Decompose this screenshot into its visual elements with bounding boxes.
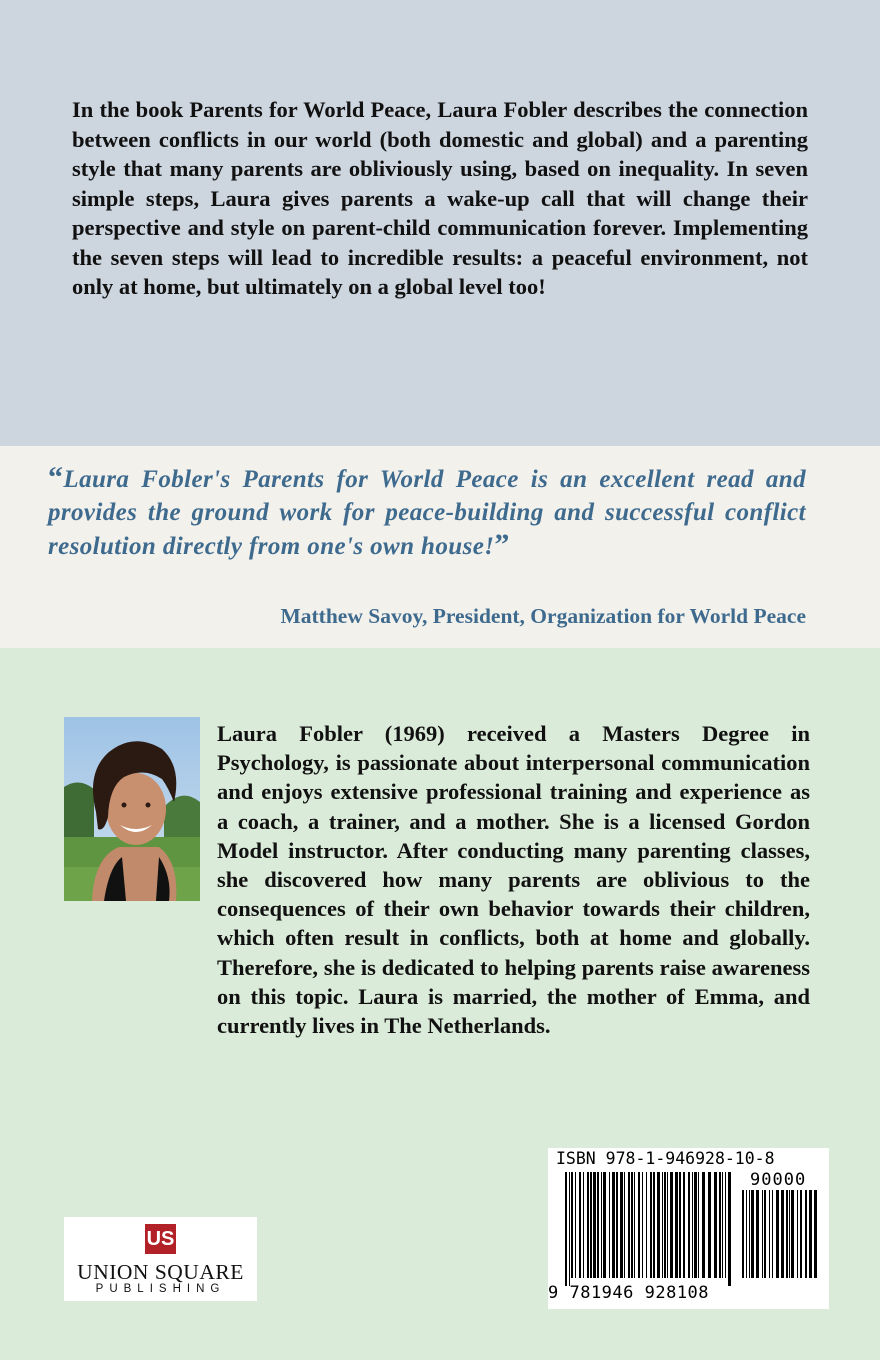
barcode-bar xyxy=(569,1172,570,1286)
barcode-bar xyxy=(624,1172,625,1278)
publisher-mark-icon: US xyxy=(145,1224,176,1254)
barcode-bar xyxy=(698,1172,699,1278)
barcode-bar xyxy=(749,1190,750,1278)
barcode-bar xyxy=(702,1172,705,1278)
barcode-bar xyxy=(642,1172,643,1278)
isbn-digits: 9 781946 928108 xyxy=(548,1283,710,1303)
barcode-icon xyxy=(565,1172,737,1286)
publisher-sub: PUBLISHING xyxy=(95,1283,226,1295)
barcode-bar xyxy=(667,1172,668,1278)
barcode-bar xyxy=(800,1190,802,1278)
barcode-bar xyxy=(675,1172,678,1278)
barcode-bar xyxy=(814,1190,817,1278)
barcode-bar xyxy=(805,1190,807,1278)
price-code: 90000 xyxy=(750,1170,807,1190)
barcode-bar xyxy=(664,1172,666,1278)
endorsement-quote xyxy=(48,462,806,564)
barcode-bar xyxy=(692,1172,693,1278)
barcode-bar xyxy=(634,1172,635,1278)
endorsement-text: Laura Fobler's Parents for World Peace is an excellent read and provides the ground work for peace-building and successful conflict resolution directly from one's own house! xyxy=(48,466,806,560)
barcode-bar xyxy=(597,1172,599,1278)
barcode-bar xyxy=(590,1172,592,1278)
barcode-bar xyxy=(789,1190,790,1278)
barcode-bar xyxy=(772,1190,773,1278)
barcode-bar xyxy=(797,1190,798,1278)
barcode-bar xyxy=(583,1172,584,1278)
barcode-bar xyxy=(756,1190,759,1278)
barcode-bar xyxy=(565,1172,567,1286)
open-quote-mark: “ xyxy=(48,461,64,494)
barcode-bar xyxy=(575,1172,576,1278)
barcode-bar xyxy=(751,1190,754,1278)
endorsement-attribution: Matthew Savoy, President, Organization for World Peace xyxy=(280,604,806,628)
author-photo xyxy=(64,717,200,901)
barcode-bar xyxy=(764,1190,766,1278)
barcode-bar xyxy=(620,1172,623,1278)
barcode-bar xyxy=(579,1172,581,1278)
barcode-bar xyxy=(786,1190,788,1278)
book-description: In the book Parents for World Peace, Laura Fobler describes the connection between conflicts in our world (both domestic and global) and a parenting style that many parents are obliviously using, based on inequality. In seven simple steps, Laura gives parents a wake-up call that will change their perspective and style on parent-child communication forever. Implementing the seven steps will lead to incredible results: a peaceful environment, not only at home, but ultimately on a global level too! xyxy=(72,97,808,299)
barcode-bar xyxy=(728,1172,731,1286)
barcode-bar xyxy=(670,1172,673,1278)
barcode-bar xyxy=(609,1172,610,1278)
barcode-bar xyxy=(791,1190,794,1278)
barcode-bar xyxy=(809,1190,812,1278)
barcode-bar xyxy=(612,1172,615,1278)
barcode-bar xyxy=(762,1190,763,1278)
barcode-bar xyxy=(653,1172,655,1278)
barcode-bar xyxy=(683,1172,685,1278)
barcode-bar xyxy=(616,1172,618,1278)
isbn-label: ISBN 978-1-946928-10-8 xyxy=(556,1149,775,1168)
barcode-bar xyxy=(708,1172,711,1278)
barcode-bar xyxy=(638,1172,640,1278)
author-bio: Laura Fobler (1969) received a Masters Degree in Psychology, is passionate about interpersonal communication and enjoys extensive professional training and experience as a coach, a trainer, and a mother. She is a licensed Gordon Model instructor. After conducting many parenting classes, she discovered how many parents are oblivious to the consequences of their own behavior towards their children, which often result in conflicts, both at home and globally. Therefore, she is dedicated to helping parents raise awareness on this topic. Laura is married, the mother of Emma, and currently lives in The Netherlands. xyxy=(217,721,810,1039)
barcode-bar xyxy=(601,1172,602,1278)
barcode-bar xyxy=(587,1172,589,1278)
barcode-bar xyxy=(657,1172,660,1278)
addon-barcode-icon xyxy=(742,1190,822,1286)
publisher-name: UNION SQUARE xyxy=(77,1260,244,1284)
barcode-bar xyxy=(688,1172,690,1278)
barcode-bar xyxy=(571,1172,573,1278)
barcode-bar xyxy=(631,1172,633,1278)
barcode-bar xyxy=(593,1172,596,1278)
barcode-bar xyxy=(742,1190,744,1278)
barcode-bar xyxy=(722,1172,723,1278)
barcode-bar xyxy=(603,1172,606,1278)
barcode-bar xyxy=(628,1172,630,1278)
barcode-bar xyxy=(776,1190,779,1278)
barcode-bar xyxy=(662,1172,663,1278)
barcode-bar xyxy=(746,1190,747,1278)
barcode-bar xyxy=(646,1172,647,1278)
barcode-bar xyxy=(650,1172,652,1278)
barcode-bar xyxy=(725,1172,726,1278)
barcode-bar xyxy=(769,1190,770,1278)
barcode-bar xyxy=(719,1172,721,1278)
barcode-bar xyxy=(781,1190,784,1278)
barcode-bar xyxy=(694,1172,697,1278)
barcode-bar xyxy=(714,1172,717,1278)
barcode-bar xyxy=(679,1172,681,1278)
close-quote-mark: ” xyxy=(494,528,510,561)
